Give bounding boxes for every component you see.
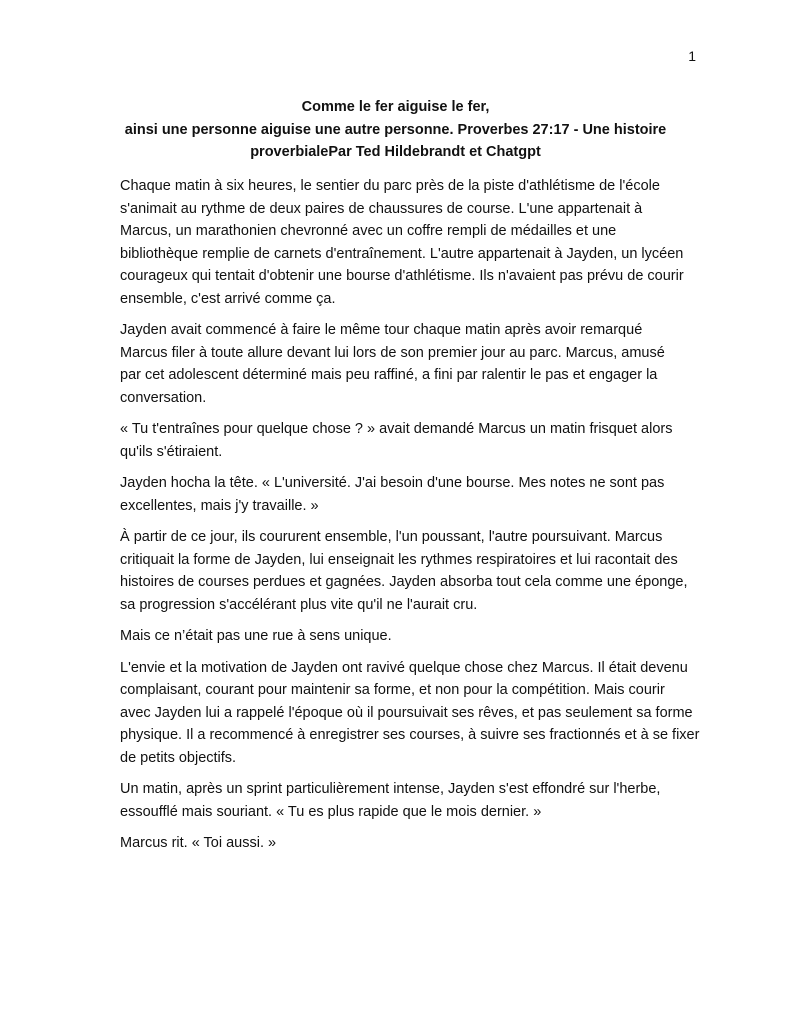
title-line: ainsi une personne aiguise une autre personne. Proverbes 27:17 - Une histoire bbox=[124, 121, 667, 138]
text-line: À partir de ce jour, ils coururent ensemble, l'un poussant, l'autre poursuivant. Marcus bbox=[120, 529, 663, 545]
paragraph-9 bbox=[120, 832, 720, 855]
paragraph-4 bbox=[120, 472, 720, 517]
text-line: Marcus rit. « Toi aussi. » bbox=[120, 835, 277, 851]
paragraph-6 bbox=[120, 625, 720, 648]
text-line: Chaque matin à six heures, le sentier du parc près de la piste d'athlétisme de l'école bbox=[120, 178, 660, 194]
text-line: Marcus, un marathonien chevronné avec un coffre rempli de médailles et une bbox=[120, 223, 617, 239]
title-line: proverbialePar Ted Hildebrandt et Chatgpt bbox=[250, 144, 541, 160]
paragraph-1 bbox=[120, 175, 720, 310]
text-line: conversation. bbox=[120, 389, 207, 406]
text-line: sa progression s'accélérant plus vite qu'il ne l'aurait cru. bbox=[120, 596, 478, 613]
text-line: Mais ce n’était pas une rue à sens unique. bbox=[120, 628, 392, 644]
text-line: histoires de courses perdues et gagnées. Jayden absorba tout cela comme une éponge, bbox=[120, 574, 688, 590]
text-line: courageux qui tentait d'obtenir une bourse d'athlétisme. Ils n'avaient pas prévu de courir bbox=[120, 268, 684, 284]
text-line: L'envie et la motivation de Jayden ont ravivé quelque chose chez Marcus. Il était devenu bbox=[120, 659, 688, 676]
paragraph-2 bbox=[120, 319, 720, 409]
paragraph-8 bbox=[120, 778, 720, 823]
paragraph-5 bbox=[120, 526, 720, 616]
text-line: qu'ils s'étiraient. bbox=[120, 443, 223, 460]
text-line: Un matin, après un sprint particulièrement intense, Jayden s'est effondré sur l'herbe, bbox=[120, 781, 661, 797]
text-line: ensemble, c'est arrivé comme ça. bbox=[120, 290, 336, 307]
text-line: Marcus filer à toute allure devant lui lors de son premier jour au parc. Marcus, amusé bbox=[120, 344, 665, 361]
text-line: complaisant, courant pour maintenir sa forme, et non pour la compétition. Mais courir bbox=[120, 682, 665, 698]
page-number: 1 bbox=[688, 48, 696, 64]
document-title bbox=[95, 96, 696, 164]
text-line: s'animait au rythme de deux paires de chaussures de course. L'une appartenait à bbox=[120, 200, 643, 217]
text-line: critiquait la forme de Jayden, lui enseignait les rythmes respiratoires et lui racontait des bbox=[120, 551, 678, 568]
title-line: Comme le fer aiguise le fer, bbox=[301, 99, 490, 115]
text-line: par cet adolescent déterminé mais peu raffiné, a fini par ralentir le pas et engager la bbox=[120, 367, 658, 383]
paragraph-7 bbox=[120, 657, 720, 770]
text-line: de petits objectifs. bbox=[120, 749, 237, 766]
text-line: Jayden hocha la tête. « L'université. J'ai besoin d'une bourse. Mes notes ne sont pas bbox=[120, 475, 665, 491]
text-line: Jayden avait commencé à faire le même tour chaque matin après avoir remarqué bbox=[120, 322, 643, 338]
text-line: avec Jayden lui a rappelé l'époque où il poursuivait ses rêves, et pas seulement sa forme bbox=[120, 704, 693, 721]
text-line: physique. Il a recommencé à enregistrer ses courses, à suivre ses fractionnés et à se fixer bbox=[120, 727, 700, 743]
text-line: excellentes, mais j'y travaille. » bbox=[120, 497, 319, 514]
text-line: bibliothèque remplie de carnets d'entraînement. L'autre appartenait à Jayden, un lycéen bbox=[120, 245, 684, 262]
document-body bbox=[120, 175, 720, 864]
text-line: « Tu t'entraînes pour quelque chose ? » avait demandé Marcus un matin frisquet alors bbox=[120, 421, 673, 437]
text-line: essoufflé mais souriant. « Tu es plus rapide que le mois dernier. » bbox=[120, 803, 542, 820]
paragraph-3 bbox=[120, 418, 720, 463]
